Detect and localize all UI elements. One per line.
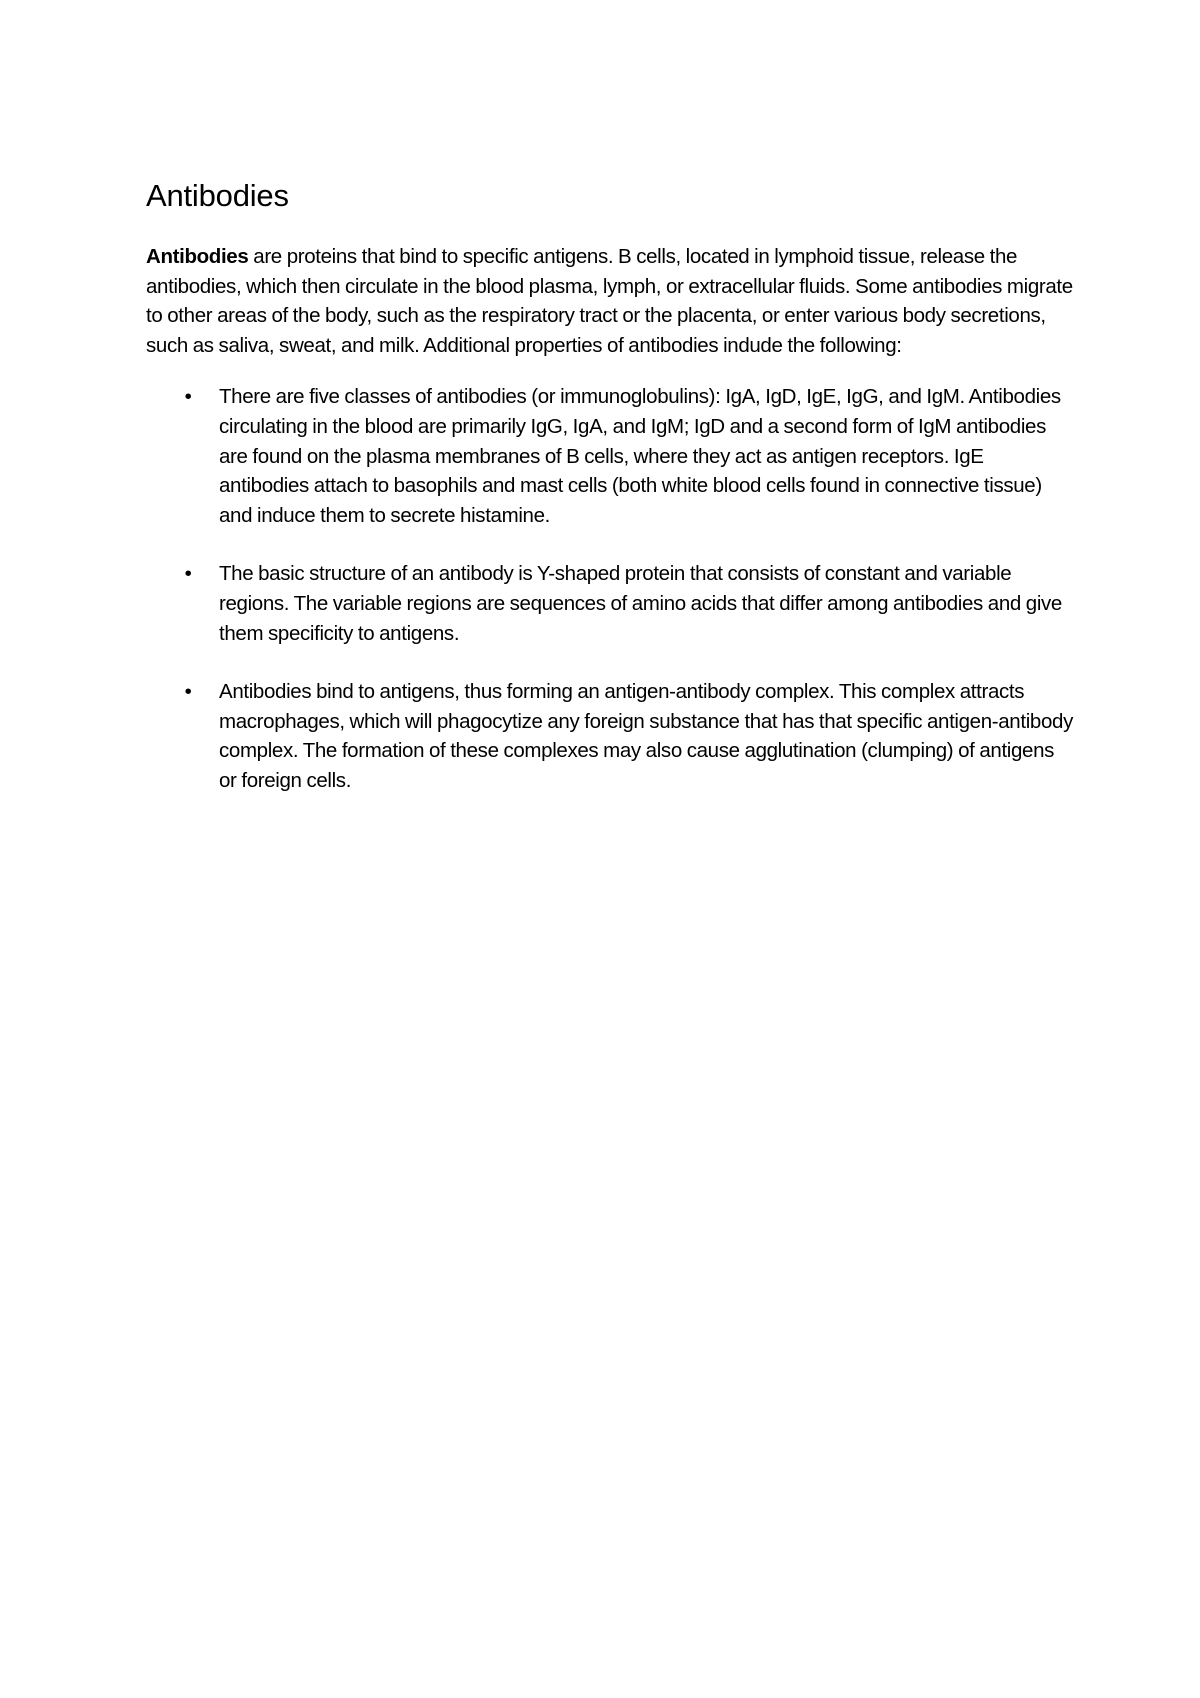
- intro-lead-term: Antibodies: [146, 245, 249, 268]
- bullet-icon: •: [184, 385, 192, 409]
- list-item-text: There are five classes of antibodies (or immunoglobulins): IgA, IgD, IgE, IgG, and IgM. Antibodies circulating in the blood are primarily IgG, IgA, and IgM; IgD and a second form of IgM antibodies are found on the plasma membranes of B cells, where they act as antigen receptors. IgE antibodies attach to basophils and mast cells (both white blood cells found in connective tissue) and induce them to secrete histamine.: [219, 385, 1061, 527]
- list-item: [146, 559, 1076, 648]
- bullet-icon: •: [184, 562, 192, 586]
- properties-list: [146, 382, 1076, 795]
- list-item: [146, 382, 1076, 530]
- intro-body-text: are proteins that bind to specific antigens. B cells, located in lymphoid tissue, release the antibodies, which then circulate in the blood plasma, lymph, or extracellular fluids. Some antibodies migrate to other areas of the body, such as the respiratory tract or the placenta, or enter various body secretions, such as saliva, sweat, and milk. Additional properties of antibodies indude the following:: [146, 245, 1073, 357]
- intro-paragraph: [146, 242, 1076, 360]
- list-item: [146, 677, 1076, 795]
- list-item-text: The basic structure of an antibody is Y-shaped protein that consists of constant and variable regions. The variable regions are sequences of amino acids that differ among antibodies and give them specificity to antigens.: [219, 562, 1062, 645]
- page-title: Antibodies: [146, 178, 289, 213]
- bullet-icon: •: [184, 680, 192, 704]
- list-item-text: Antibodies bind to antigens, thus forming an antigen-antibody complex. This complex attracts macrophages, which will phagocytize any foreign substance that has that specific antigen-antibody complex. The formation of these complexes may also cause agglutination (clumping) of antigens or foreign cells.: [219, 680, 1073, 792]
- document-content: [146, 176, 1076, 825]
